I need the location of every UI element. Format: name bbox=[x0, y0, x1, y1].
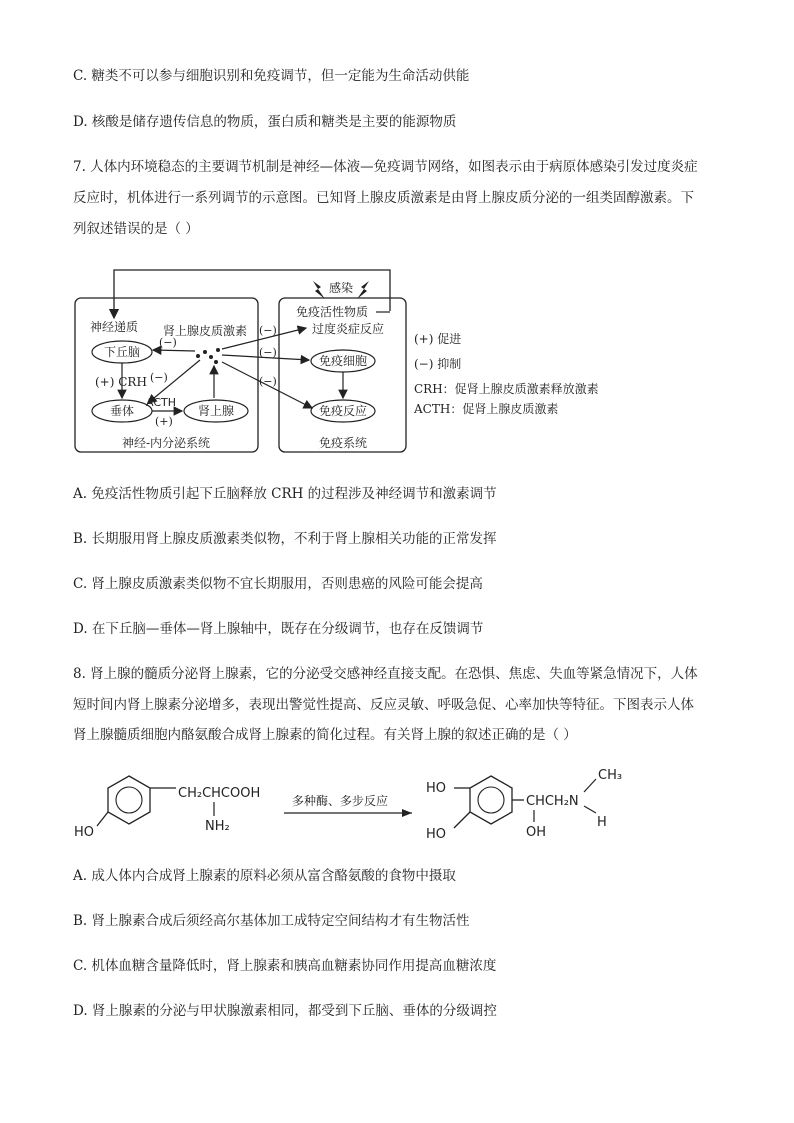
q7-stem-line-3: 列叙述错误的是（ ） bbox=[73, 221, 199, 237]
reaction-arrow-icon bbox=[402, 809, 412, 817]
legend-acth: ACTH：促肾上腺皮质激素 bbox=[414, 402, 559, 416]
immune-cell-label: 免疫细胞 bbox=[318, 354, 368, 368]
epinephrine-structure bbox=[426, 768, 622, 842]
reaction-arrow-label: 多种酶、多步反应 bbox=[292, 794, 389, 808]
q8-option-b: B. 肾上腺素合成后须经高尔基体加工成特定空间结构才有生物活性 bbox=[73, 913, 470, 929]
epinephrine-ho-bottom: HO bbox=[426, 827, 447, 842]
q6-option-c: C. 糖类不可以参与细胞识别和免疫调节，但一定能为生命活动供能 bbox=[73, 68, 470, 84]
q7-stem-line-1: 7. 人体内环境稳态的主要调节机制是神经—体液—免疫调节网络，如图表示由于病原体感染引发过度炎症 bbox=[73, 159, 698, 175]
q7-option-d: D. 在下丘脑—垂体—肾上腺轴中，既存在分级调节，也存在反馈调节 bbox=[73, 621, 484, 637]
q8-option-d: D. 肾上腺素的分泌与甲状腺激素相同，都受到下丘脑、垂体的分级调控 bbox=[73, 1003, 497, 1019]
epinephrine-h: H bbox=[597, 815, 607, 830]
minus-pituitary: (−) bbox=[150, 371, 168, 384]
q6-option-d: D. 核酸是储存遗传信息的物质，蛋白质和糖类是主要的能源物质 bbox=[73, 114, 457, 130]
epinephrine-oh: OH bbox=[526, 825, 547, 840]
epinephrine-ho-top: HO bbox=[426, 781, 447, 796]
tyrosine-structure bbox=[74, 776, 260, 840]
q8-option-a: A. 成人体内合成肾上腺素的原料必须从富含酪氨酸的食物中摄取 bbox=[73, 868, 456, 884]
tyrosine-ho: HO bbox=[74, 825, 95, 840]
minus-immune-response: (−) bbox=[259, 375, 277, 388]
minus-immune-cell: (−) bbox=[259, 346, 277, 359]
adrenal-label: 肾上腺 bbox=[197, 404, 235, 418]
epinephrine-ch3: CH₃ bbox=[598, 768, 623, 783]
q7-option-a: A. 免疫活性物质引起下丘脑释放 CRH 的过程涉及神经调节和激素调节 bbox=[73, 486, 497, 502]
q8-stem-line-1: 8. 肾上腺的髓质分泌肾上腺素，它的分泌受交感神经直接支配。在恐惧、焦虑、失血等紧急情况下，人体 bbox=[73, 666, 698, 682]
q7-stem-line-2: 反应时，机体进行一系列调节的示意图。已知肾上腺皮质激素是由肾上腺皮质分泌的一组类固醇激素。下 bbox=[73, 190, 694, 206]
legend-inhibit: (−) 抑制 bbox=[414, 357, 462, 371]
acth-label: ACTH bbox=[146, 396, 177, 409]
legend-crh: CRH：促肾上腺皮质激素释放激素 bbox=[414, 382, 599, 396]
q7-option-b: B. 长期服用肾上腺皮质激素类似物，不利于肾上腺相关功能的正常发挥 bbox=[73, 531, 497, 547]
tyrosine-sidechain: CH₂CHCOOH bbox=[178, 786, 261, 801]
neurotransmitter-label: 神经递质 bbox=[90, 320, 139, 334]
hypothalamus-label: 下丘脑 bbox=[103, 345, 141, 359]
tyrosine-nh2: NH₂ bbox=[205, 819, 230, 834]
q7-option-c: C. 肾上腺皮质激素类似物不宜长期服用，否则患癌的风险可能会提高 bbox=[73, 576, 483, 592]
minus-hypothalamus: (−) bbox=[159, 336, 177, 349]
q8-stem-line-2: 短时间内肾上腺素分泌增多，表现出警觉性提高、反应灵敏、呼吸急促、心率加快等特征。下图表示人体 bbox=[73, 697, 694, 713]
cortex-hormone-label: 肾上腺皮质激素 bbox=[163, 324, 248, 338]
neuro-system-label: 神经-内分泌系统 bbox=[121, 436, 211, 450]
immune-active-label: 免疫活性物质 bbox=[296, 305, 369, 319]
infection-label: 感染 bbox=[328, 281, 354, 295]
immune-system-label: 免疫系统 bbox=[318, 436, 368, 450]
immune-response-label: 免疫反应 bbox=[318, 404, 368, 418]
over-inflammation-label: 过度炎症反应 bbox=[312, 322, 385, 336]
minus-inflammation: (−) bbox=[259, 324, 277, 337]
pituitary-label: 垂体 bbox=[109, 404, 135, 418]
epinephrine-chain: CHCH₂N bbox=[526, 794, 579, 809]
legend-promote: (+) 促进 bbox=[414, 332, 462, 346]
crh-label: (+) CRH bbox=[95, 375, 147, 389]
q8-option-c: C. 机体血糖含量降低时，肾上腺素和胰高血糖素协同作用提高血糖浓度 bbox=[73, 958, 497, 974]
plus-adrenal: (+) bbox=[155, 415, 173, 428]
q8-stem-line-3: 肾上腺髓质细胞内酪氨酸合成肾上腺素的简化过程。有关肾上腺的叙述正确的是（ ） bbox=[73, 727, 577, 743]
